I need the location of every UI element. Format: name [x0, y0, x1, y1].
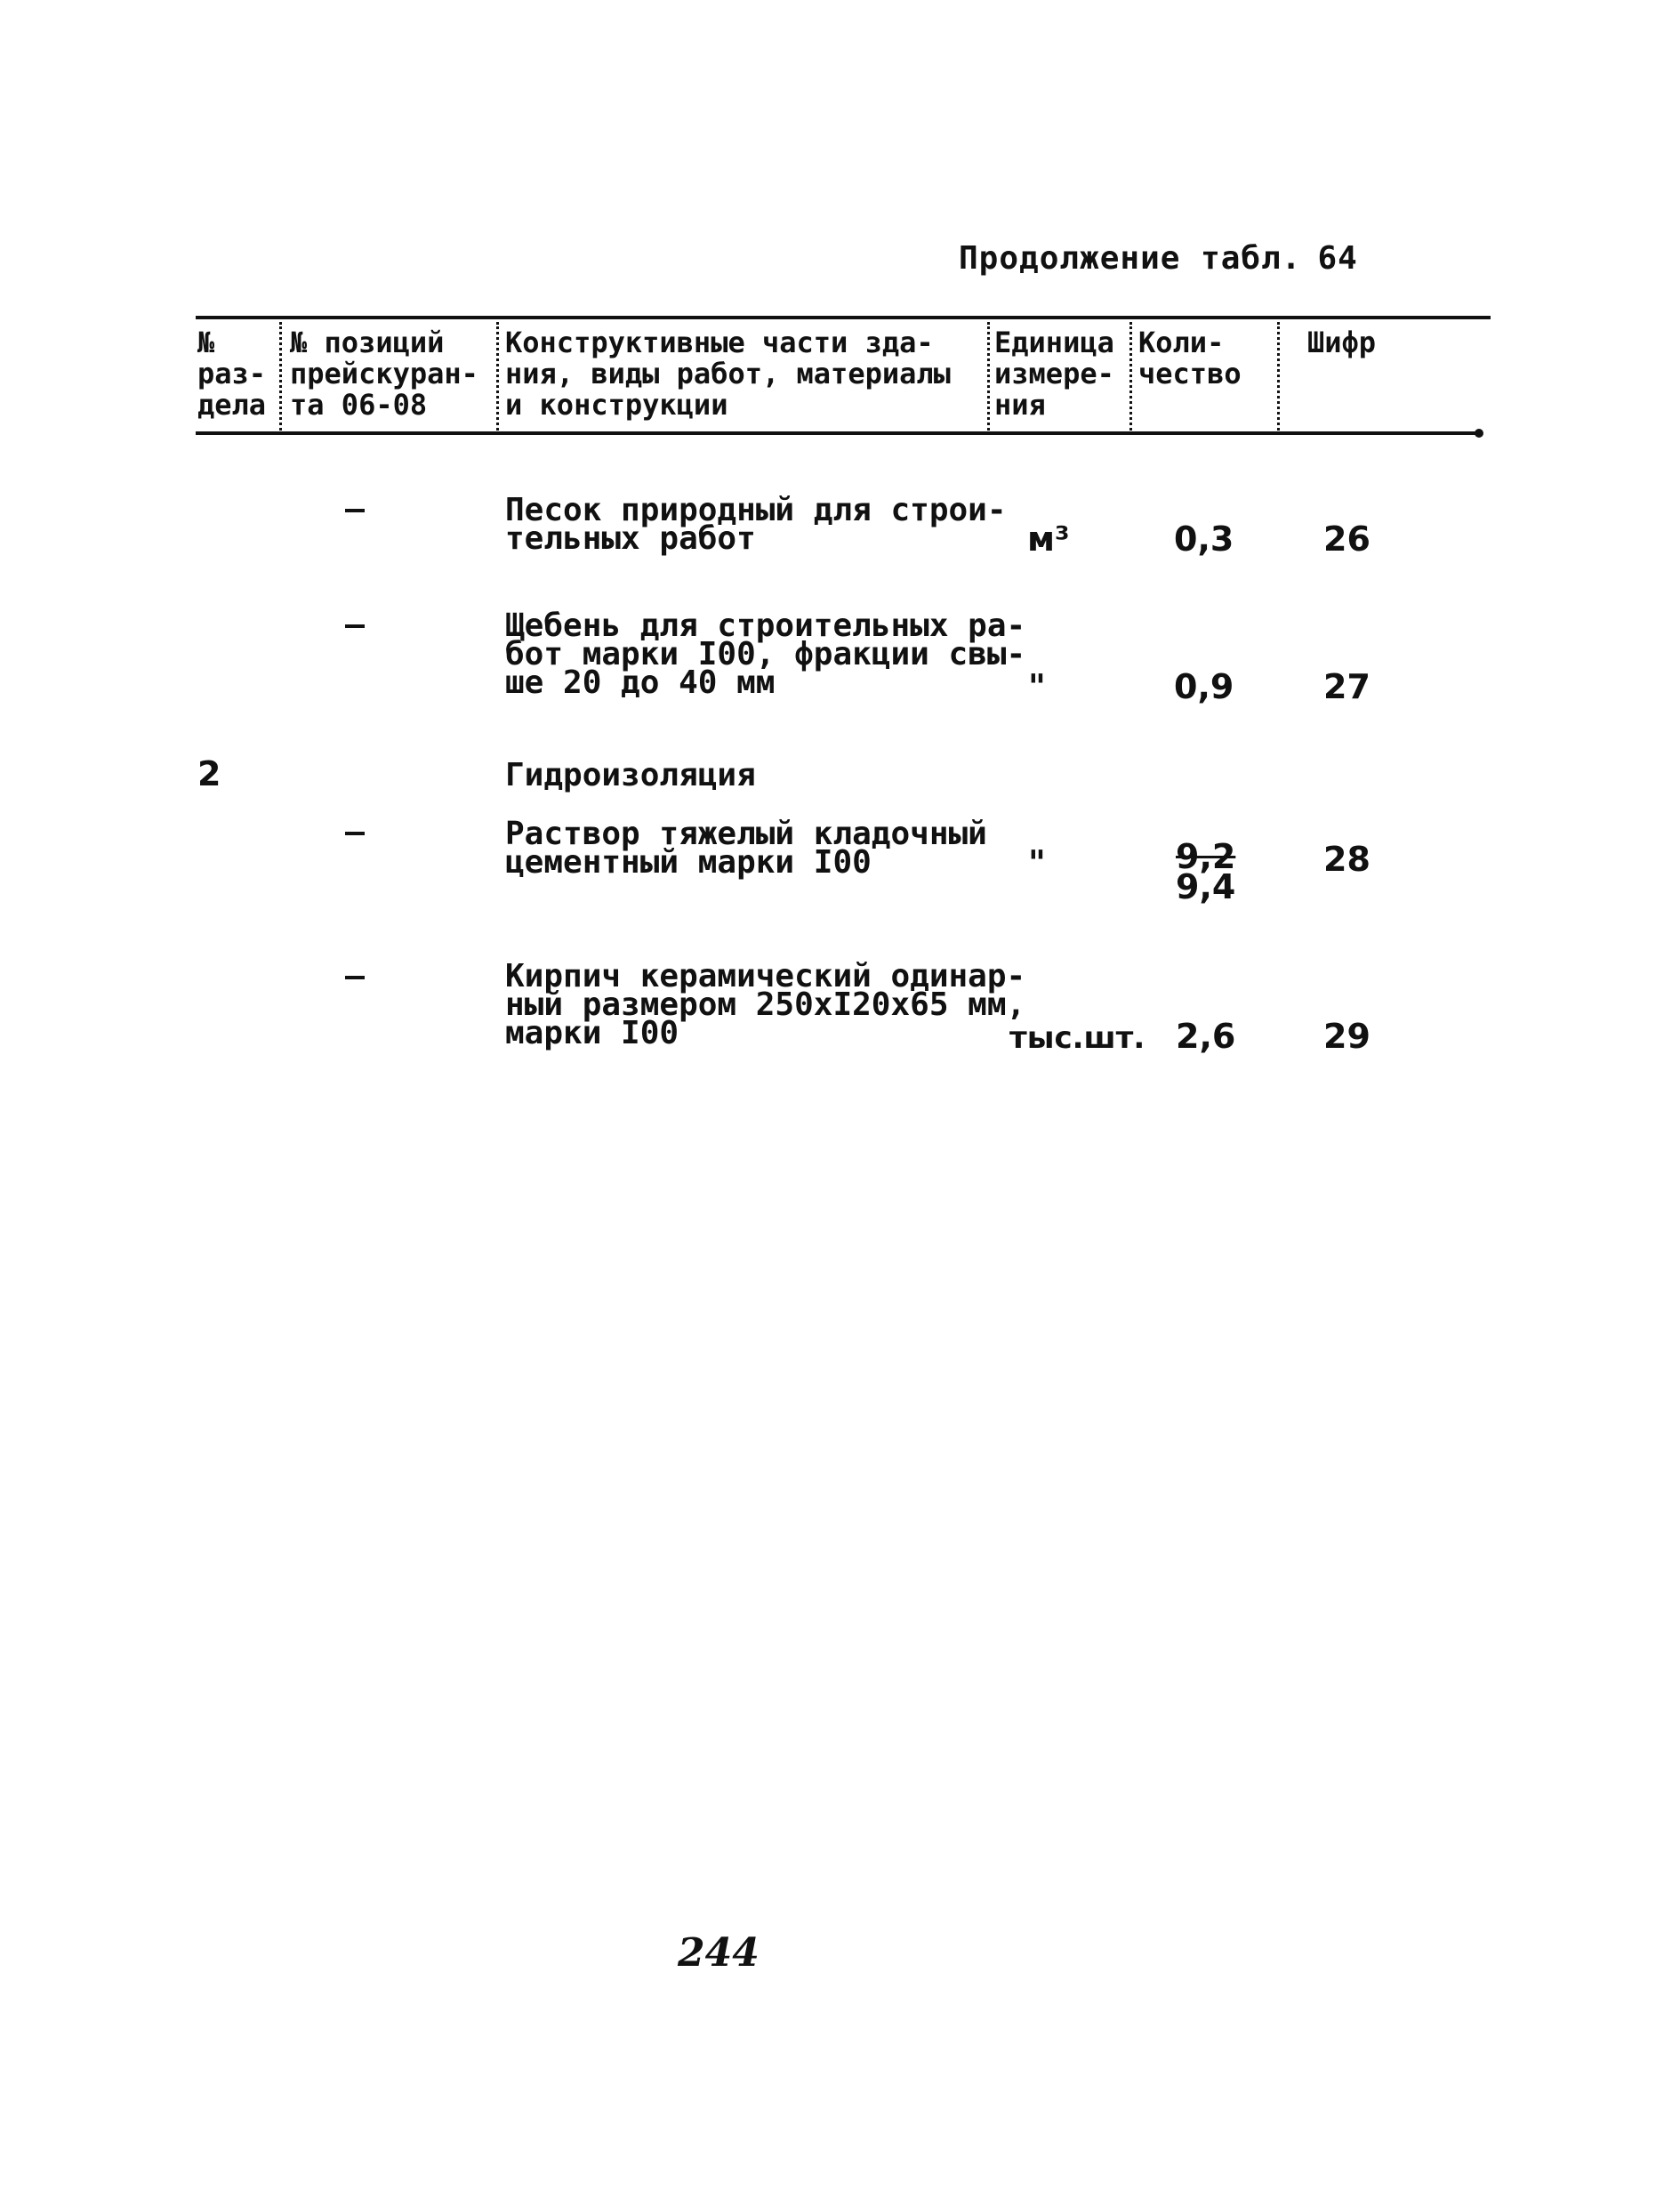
- header-separator: [1129, 322, 1132, 431]
- row-description: Раствор тяжелый кладочный цементный марки I00: [505, 816, 987, 881]
- row-description: Песок природный для строи- тельных работ: [505, 492, 1007, 557]
- header-price-list-position: № позиций прейскуран- та 06-08: [290, 326, 478, 422]
- section-number: 2: [197, 754, 221, 793]
- header-bottom-rule: [196, 431, 1476, 435]
- position-dash: [345, 976, 365, 979]
- row-description: Щебень для строительных ра- бот марки I00, фракции свы- ше 20 до 40 мм: [505, 608, 1026, 701]
- position-dash: [345, 624, 365, 628]
- row-unit: ": [1028, 667, 1046, 706]
- header-top-rule: [196, 316, 1491, 319]
- header-separator: [496, 322, 499, 431]
- header-section-number: № раз- дела: [197, 326, 267, 422]
- section-title: Гидроизоляция: [505, 757, 756, 793]
- row-code: 26: [1323, 519, 1371, 559]
- header-separator: [279, 322, 282, 431]
- quantity-corrected: 9,4: [1176, 867, 1236, 906]
- page-number: 244: [678, 1930, 760, 1976]
- caption-label: Продолжение табл.: [959, 240, 1302, 277]
- position-dash: [345, 832, 365, 835]
- header-description: Конструктивные части зда- ния, виды работ, материалы и конструкции: [505, 326, 951, 422]
- row-quantity: 2,6: [1176, 1017, 1236, 1056]
- row-quantity: 0,3: [1174, 519, 1234, 559]
- row-quantity: 0,9: [1174, 667, 1234, 706]
- table-number: 64: [1317, 240, 1358, 277]
- header-quantity: Коли- чество: [1138, 326, 1242, 390]
- row-description: Кирпич керамический одинар- ный размером 250хI20х65 мм, марки I00: [505, 958, 1026, 1051]
- table-continuation-caption: [959, 240, 1358, 277]
- row-code: 28: [1323, 840, 1371, 879]
- row-code: 27: [1323, 667, 1371, 706]
- header-separator: [987, 322, 990, 431]
- row-unit: тыс.шт.: [1009, 1020, 1145, 1056]
- header-unit: Единица измере- ния: [994, 326, 1114, 422]
- quantity-struck: 9,2: [1176, 837, 1236, 876]
- row-unit: ": [1028, 843, 1046, 882]
- row-unit: м³: [1027, 519, 1070, 559]
- position-dash: [345, 509, 365, 512]
- row-quantity-corrected: [1176, 837, 1236, 906]
- header-separator: [1277, 322, 1280, 431]
- header-code: Шифр: [1307, 326, 1377, 359]
- row-code: 29: [1323, 1017, 1371, 1056]
